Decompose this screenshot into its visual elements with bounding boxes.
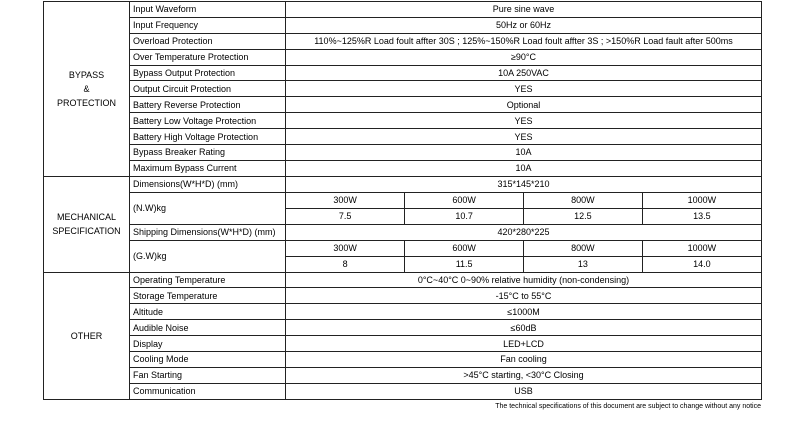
table-row: [44, 288, 762, 304]
section-bypass-protection: [44, 2, 130, 177]
table-row: [44, 97, 762, 113]
table-row: [44, 129, 762, 145]
table-row: [44, 383, 762, 399]
model-cell: 600W: [405, 193, 524, 209]
table-row: [44, 17, 762, 33]
weight-cell: 14.0: [642, 256, 761, 272]
table-row: [44, 145, 762, 161]
row-value: 315*145*210: [286, 176, 762, 192]
section-label-line: SPECIFICATION: [52, 226, 121, 237]
row-label: Output Circuit Protection: [130, 81, 286, 97]
model-cell: 800W: [524, 193, 643, 209]
row-label: Operating Temperature: [130, 272, 286, 288]
row-label: Communication: [130, 383, 286, 399]
row-value: 10A 250VAC: [286, 65, 762, 81]
row-label: Input Waveform: [130, 2, 286, 18]
weight-grid: [286, 240, 762, 272]
table-row: [44, 367, 762, 383]
table-row: [44, 113, 762, 129]
row-label: Fan Starting: [130, 367, 286, 383]
section-label-line: PROTECTION: [56, 97, 116, 108]
table-row: [44, 224, 762, 240]
weight-grid: [286, 192, 762, 224]
row-value: YES: [286, 129, 762, 145]
row-label: Battery Reverse Protection: [130, 97, 286, 113]
table-row: [44, 81, 762, 97]
spec-table: [43, 1, 762, 400]
row-label: Bypass Output Protection: [130, 65, 286, 81]
row-value: Pure sine wave: [286, 2, 762, 18]
section-other: OTHER: [44, 272, 130, 399]
row-value: >45°C starting, <30°C Closing: [286, 367, 762, 383]
row-value: -15°C to 55°C: [286, 288, 762, 304]
row-label: Input Frequency: [130, 17, 286, 33]
table-row: [44, 336, 762, 352]
row-value: YES: [286, 81, 762, 97]
row-label: Maximum Bypass Current: [130, 160, 286, 176]
weight-cell: 10.7: [405, 208, 524, 224]
weight-cell: 13: [524, 256, 643, 272]
row-label: Dimensions(W*H*D) (mm): [130, 176, 286, 192]
table-row: [44, 65, 762, 81]
row-value: ≤1000M: [286, 304, 762, 320]
table-row: [44, 352, 762, 368]
section-mechanical-specification: [44, 176, 130, 272]
weight-cell: 13.5: [642, 208, 761, 224]
table-row: [44, 33, 762, 49]
model-cell: 600W: [405, 241, 524, 257]
weight-cell: 11.5: [405, 256, 524, 272]
table-row: [44, 272, 762, 288]
row-label: Storage Temperature: [130, 288, 286, 304]
row-label: Battery Low Voltage Protection: [130, 113, 286, 129]
row-value: ≥90°C: [286, 49, 762, 65]
row-label: Altitude: [130, 304, 286, 320]
row-value: ≤60dB: [286, 320, 762, 336]
row-label: Shipping Dimensions(W*H*D) (mm): [130, 224, 286, 240]
weight-cell: 12.5: [524, 208, 643, 224]
row-label: Bypass Breaker Rating: [130, 145, 286, 161]
row-value: 420*280*225: [286, 224, 762, 240]
footer-note: The technical specifications of this document are subject to change without any notice: [495, 403, 761, 410]
row-label: Overload Protection: [130, 33, 286, 49]
row-value: 10A: [286, 160, 762, 176]
section-label-line: &: [83, 83, 90, 94]
model-cell: 300W: [286, 241, 405, 257]
table-row: [44, 176, 762, 192]
row-label: (N.W)kg: [130, 192, 286, 224]
table-row: [44, 320, 762, 336]
section-label-line: BYPASS: [68, 69, 105, 80]
row-value: 110%~125%R Load foult affter 30S ; 125%~150%R Load foult affter 3S ; >150%R Load fault after 500ms: [286, 33, 762, 49]
row-label: Cooling Mode: [130, 352, 286, 368]
row-value: Optional: [286, 97, 762, 113]
row-label: Audible Noise: [130, 320, 286, 336]
table-row: [44, 304, 762, 320]
weight-cell: 8: [286, 256, 405, 272]
table-row: [44, 49, 762, 65]
model-cell: 800W: [524, 241, 643, 257]
row-value: 50Hz or 60Hz: [286, 17, 762, 33]
row-value: USB: [286, 383, 762, 399]
row-label: Over Temperature Protection: [130, 49, 286, 65]
table-row: [44, 160, 762, 176]
weight-cell: 7.5: [286, 208, 405, 224]
row-value: 0°C~40°C 0~90% relative humidity (non-condensing): [286, 272, 762, 288]
row-label: Battery High Voltage Protection: [130, 129, 286, 145]
row-value: LED+LCD: [286, 336, 762, 352]
row-value: Fan cooling: [286, 352, 762, 368]
model-cell: 300W: [286, 193, 405, 209]
row-value: 10A: [286, 145, 762, 161]
row-value: YES: [286, 113, 762, 129]
row-label: (G.W)kg: [130, 240, 286, 272]
table-row: [44, 2, 762, 18]
model-cell: 1000W: [642, 241, 761, 257]
model-cell: 1000W: [642, 193, 761, 209]
row-label: Display: [130, 336, 286, 352]
section-label-line: MECHANICAL: [56, 212, 116, 223]
